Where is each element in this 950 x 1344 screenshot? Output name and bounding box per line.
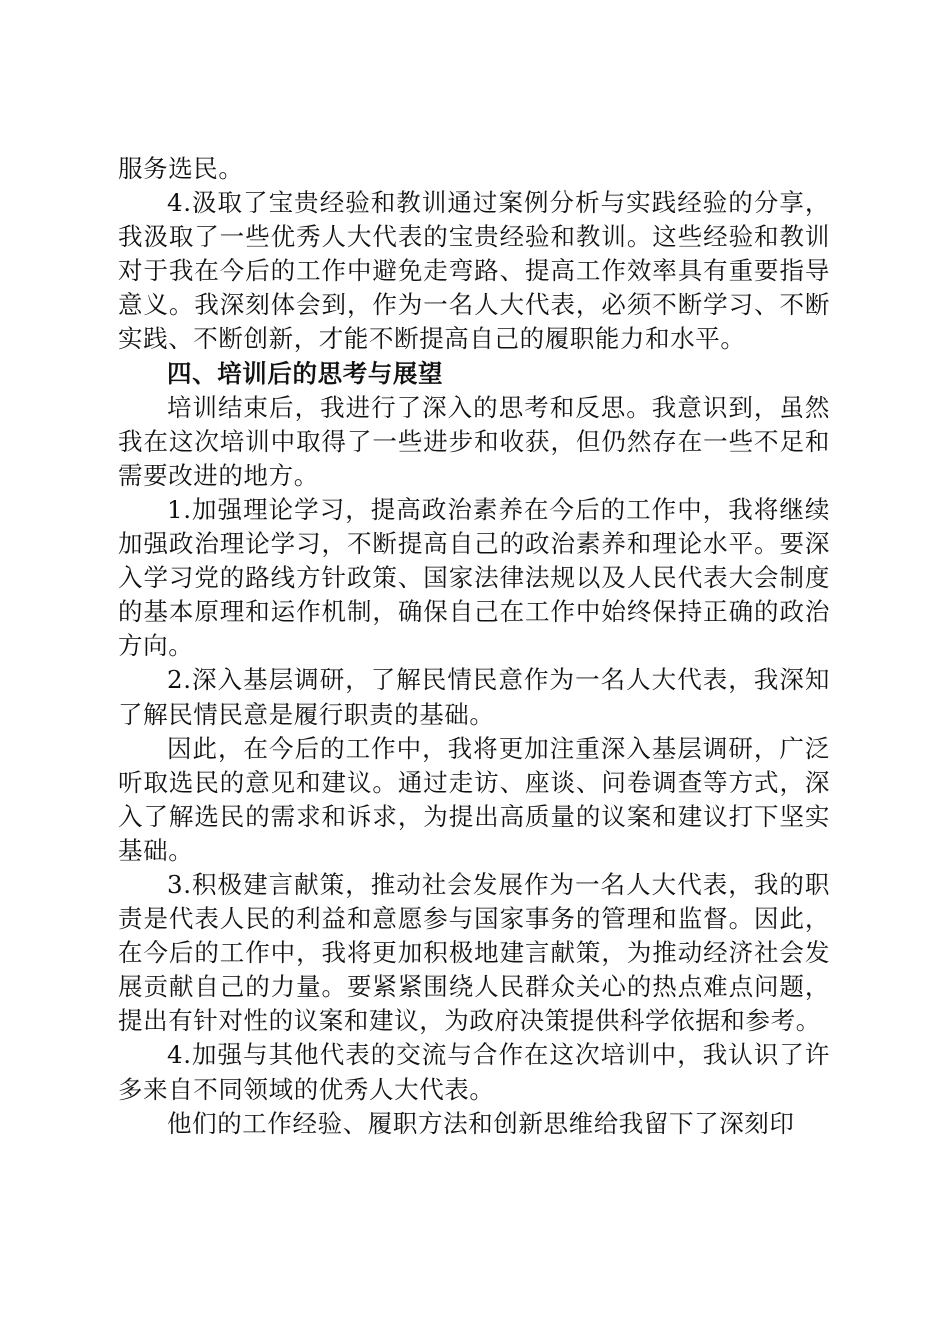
document-body bbox=[118, 152, 830, 1141]
paragraph-lessons-learned: 4.汲取了宝贵经验和教训通过案例分析与实践经验的分享，我汲取了一些优秀人大代表的宝贵经验和教训。这些经验和教训对于我在今后的工作中避免走弯路、提高工作效率具有重要指导意义。我深刻体会到，作为一名人大代表，必须不断学习、不断实践、不断创新，才能不断提高自己的履职能力和水平。 bbox=[118, 188, 830, 354]
paragraph-post-training-reflection: 培训结束后，我进行了深入的思考和反思。我意识到，虽然我在这次培训中取得了一些进步和收获，但仍然存在一些不足和需要改进的地方。 bbox=[118, 392, 830, 490]
paragraph-advice-suggestions: 3.积极建言献策，推动社会发展作为一名人大代表，我的职责是代表人民的利益和意愿参与国家事务的管理和监督。因此，在今后的工作中，我将更加积极地建言献策，为推动经济社会发展贡献自己的力量。要紧紧围绕人民群众关心的热点难点问题，提出有针对性的议案和建议，为政府决策提供科学依据和参考。 bbox=[118, 869, 830, 1036]
paragraph-grassroots-research: 2.深入基层调研，了解民情民意作为一名人大代表，我深知了解民情民意是履行职责的基础。 bbox=[118, 665, 830, 729]
paragraph-theory-study: 1.加强理论学习，提高政治素养在今后的工作中，我将继续加强政治理论学习，不断提高自己的政治素养和理论水平。要深入学习党的路线方针政策、国家法律法规以及人民代表大会制度的基本原理和运作机制，确保自己在工作中始终保持正确的政治方向。 bbox=[118, 494, 830, 661]
paragraph-exchange-cooperation: 4.加强与其他代表的交流与合作在这次培训中，我认识了许多来自不同领域的优秀人大代表。 bbox=[118, 1040, 830, 1104]
paragraph-other-representatives: 他们的工作经验、履职方法和创新思维给我留下了深刻印 bbox=[167, 1108, 795, 1138]
section-heading-reflection: 四、培训后的思考与展望 bbox=[167, 358, 444, 388]
paragraph-continuation: 服务选民。 bbox=[118, 154, 244, 183]
paragraph-listen-to-voters: 因此，在今后的工作中，我将更加注重深入基层调研，广泛听取选民的意见和建议。通过走访、座谈、问卷调查等方式，深入了解选民的需求和诉求，为提出高质量的议案和建议打下坚实基础。 bbox=[118, 733, 830, 865]
